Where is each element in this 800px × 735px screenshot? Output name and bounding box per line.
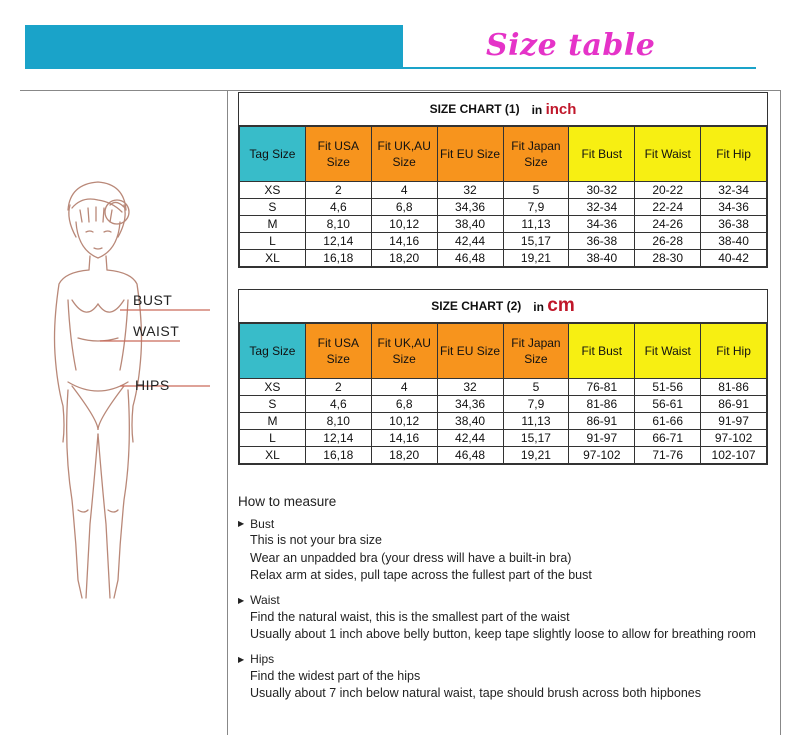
table-cell: 51-56 <box>635 379 701 396</box>
table-cell: 11,13 <box>503 216 569 233</box>
table-cell: 34,36 <box>437 199 503 216</box>
table-cell: 7,9 <box>503 199 569 216</box>
table-cell: 91-97 <box>569 430 635 447</box>
table-cell: 14,16 <box>371 233 437 250</box>
header-divider <box>25 67 756 69</box>
table-cell: 36-38 <box>569 233 635 250</box>
table-row <box>240 413 767 430</box>
column-header: Fit UK,AU Size <box>371 127 437 182</box>
table-cell: 76-81 <box>569 379 635 396</box>
triangle-bullet-icon: ▶ <box>238 654 245 664</box>
table-cell: 46,48 <box>437 250 503 267</box>
size-chart-inch <box>238 92 768 268</box>
table-cell: L <box>240 233 306 250</box>
table-cell: 34-36 <box>701 199 767 216</box>
measure-section-title <box>238 651 783 668</box>
column-header: Tag Size <box>240 127 306 182</box>
measure-section <box>238 592 783 644</box>
table-body <box>240 182 767 267</box>
table-row <box>240 379 767 396</box>
column-header: Fit USA Size <box>305 127 371 182</box>
table-cell: S <box>240 396 306 413</box>
column-header: Fit Hip <box>701 324 767 379</box>
table-cell: 81-86 <box>569 396 635 413</box>
table-cell: 32-34 <box>569 199 635 216</box>
chart-title: SIZE CHART (1) <box>429 102 520 116</box>
table-cell: 46,48 <box>437 447 503 464</box>
page-title: Size table <box>486 28 656 63</box>
table-cell: 18,20 <box>371 447 437 464</box>
measure-section-title <box>238 592 783 609</box>
table-cell: 66-71 <box>635 430 701 447</box>
unit-label: cm <box>547 295 575 316</box>
measure-instruction: Usually about 7 inch below natural waist, tape should brush across both hipbones <box>250 686 701 700</box>
column-header: Fit Hip <box>701 127 767 182</box>
table-cell: 34,36 <box>437 396 503 413</box>
table-cell: 97-102 <box>569 447 635 464</box>
table-cell: 30-32 <box>569 182 635 199</box>
table-cell: 86-91 <box>569 413 635 430</box>
table-cell: 81-86 <box>701 379 767 396</box>
column-header: Fit Japan Size <box>503 324 569 379</box>
table-row <box>240 430 767 447</box>
table-cell: 71-76 <box>635 447 701 464</box>
table-cell: 4 <box>371 182 437 199</box>
table-cell: 18,20 <box>371 250 437 267</box>
chart-title: SIZE CHART (2) <box>431 299 522 313</box>
table-cell: 42,44 <box>437 430 503 447</box>
body-figure-illustration <box>20 150 220 620</box>
table-cell: 10,12 <box>371 413 437 430</box>
table-cell: 38,40 <box>437 413 503 430</box>
table-cell: 36-38 <box>701 216 767 233</box>
table-cell: XL <box>240 447 306 464</box>
table-cell: 91-97 <box>701 413 767 430</box>
table-cell: 20-22 <box>635 182 701 199</box>
table-header-row <box>240 324 767 379</box>
measure-instruction: Usually about 1 inch above belly button, keep tape slightly loose to allow for breathing room <box>250 627 756 641</box>
table-cell: 5 <box>503 379 569 396</box>
table-cell: 32 <box>437 379 503 396</box>
table-cell: XS <box>240 379 306 396</box>
size-table <box>239 323 767 464</box>
bust-label: BUST <box>133 292 173 308</box>
table-cell: S <box>240 199 306 216</box>
hips-label: HIPS <box>135 377 170 393</box>
table-cell: XS <box>240 182 306 199</box>
table-cell: 5 <box>503 182 569 199</box>
column-header: Fit Waist <box>635 324 701 379</box>
measure-sections <box>238 515 783 703</box>
measure-instruction: This is not your bra size <box>250 533 382 547</box>
section-title-text: Hips <box>250 652 275 666</box>
measure-instruction: Wear an unpadded bra (your dress will have a built-in bra) <box>250 550 572 565</box>
table-cell: 34-36 <box>569 216 635 233</box>
triangle-bullet-icon: ▶ <box>238 519 245 528</box>
table-row <box>240 447 767 464</box>
unit-label: inch <box>545 100 577 118</box>
measure-instruction: Find the natural waist, this is the smallest part of the waist <box>250 609 570 624</box>
table-row <box>240 182 767 199</box>
section-title-text: Bust <box>250 516 275 531</box>
table-cell: L <box>240 430 306 447</box>
table-row <box>240 250 767 267</box>
table-cell: 4,6 <box>305 396 371 413</box>
column-header: Fit Japan Size <box>503 127 569 182</box>
table-row <box>240 233 767 250</box>
measure-section <box>238 651 783 703</box>
header-banner <box>25 25 403 69</box>
size-table <box>239 126 767 267</box>
table-cell: 19,21 <box>503 447 569 464</box>
table-cell: 6,8 <box>371 199 437 216</box>
table-cell: 11,13 <box>503 413 569 430</box>
column-header: Tag Size <box>240 324 306 379</box>
table-cell: 14,16 <box>371 430 437 447</box>
table-cell: 12,14 <box>305 233 371 250</box>
column-header: Fit USA Size <box>305 324 371 379</box>
table-cell: 28-30 <box>635 250 701 267</box>
table-cell: 6,8 <box>371 396 437 413</box>
table-body <box>240 379 767 464</box>
table-cell: M <box>240 413 306 430</box>
table-cell: 16,18 <box>305 250 371 267</box>
table-cell: 2 <box>305 182 371 199</box>
measure-instruction: Find the widest part of the hips <box>250 668 421 683</box>
column-header: Fit EU Size <box>437 127 503 182</box>
table-cell: 15,17 <box>503 233 569 250</box>
table-cell: 15,17 <box>503 430 569 447</box>
table-row <box>240 216 767 233</box>
table-cell: 40-42 <box>701 250 767 267</box>
table-cell: 10,12 <box>371 216 437 233</box>
measure-section <box>238 515 783 585</box>
table-cell: 2 <box>305 379 371 396</box>
table-cell: 4 <box>371 379 437 396</box>
table-row <box>240 396 767 413</box>
triangle-bullet-icon: ▶ <box>238 595 245 605</box>
table-cell: 38-40 <box>569 250 635 267</box>
table-cell: 8,10 <box>305 216 371 233</box>
size-chart-cm <box>238 289 768 465</box>
table-row <box>240 199 767 216</box>
how-to-measure <box>238 494 783 705</box>
column-header: Fit Bust <box>569 324 635 379</box>
table-cell: M <box>240 216 306 233</box>
measure-section-title <box>238 515 783 532</box>
table-cell: 12,14 <box>305 430 371 447</box>
table-cell: 38-40 <box>701 233 767 250</box>
table-cell: 24-26 <box>635 216 701 233</box>
column-header: Fit UK,AU Size <box>371 324 437 379</box>
waist-label: WAIST <box>133 323 180 339</box>
unit-prefix: in <box>533 300 544 314</box>
table-cell: 22-24 <box>635 199 701 216</box>
section-title-text: Waist <box>250 593 280 607</box>
unit-prefix: in <box>531 102 543 117</box>
table-cell: 86-91 <box>701 396 767 413</box>
table-cell: 102-107 <box>701 447 767 464</box>
table-cell: 26-28 <box>635 233 701 250</box>
measure-instruction: Relax arm at sides, pull tape across the fullest part of the bust <box>250 568 592 582</box>
table-cell: 7,9 <box>503 396 569 413</box>
table-cell: 61-66 <box>635 413 701 430</box>
chart-caption <box>239 290 767 323</box>
table-cell: 8,10 <box>305 413 371 430</box>
table-header-row <box>240 127 767 182</box>
column-header: Fit EU Size <box>437 324 503 379</box>
measure-heading: How to measure <box>238 494 337 509</box>
table-cell: 4,6 <box>305 199 371 216</box>
table-cell: 42,44 <box>437 233 503 250</box>
table-cell: 56-61 <box>635 396 701 413</box>
table-cell: 19,21 <box>503 250 569 267</box>
table-cell: 16,18 <box>305 447 371 464</box>
table-cell: 32-34 <box>701 182 767 199</box>
table-cell: 32 <box>437 182 503 199</box>
table-cell: 38,40 <box>437 216 503 233</box>
table-cell: XL <box>240 250 306 267</box>
chart-caption <box>239 93 767 126</box>
table-cell: 97-102 <box>701 430 767 447</box>
column-header: Fit Bust <box>569 127 635 182</box>
column-header: Fit Waist <box>635 127 701 182</box>
